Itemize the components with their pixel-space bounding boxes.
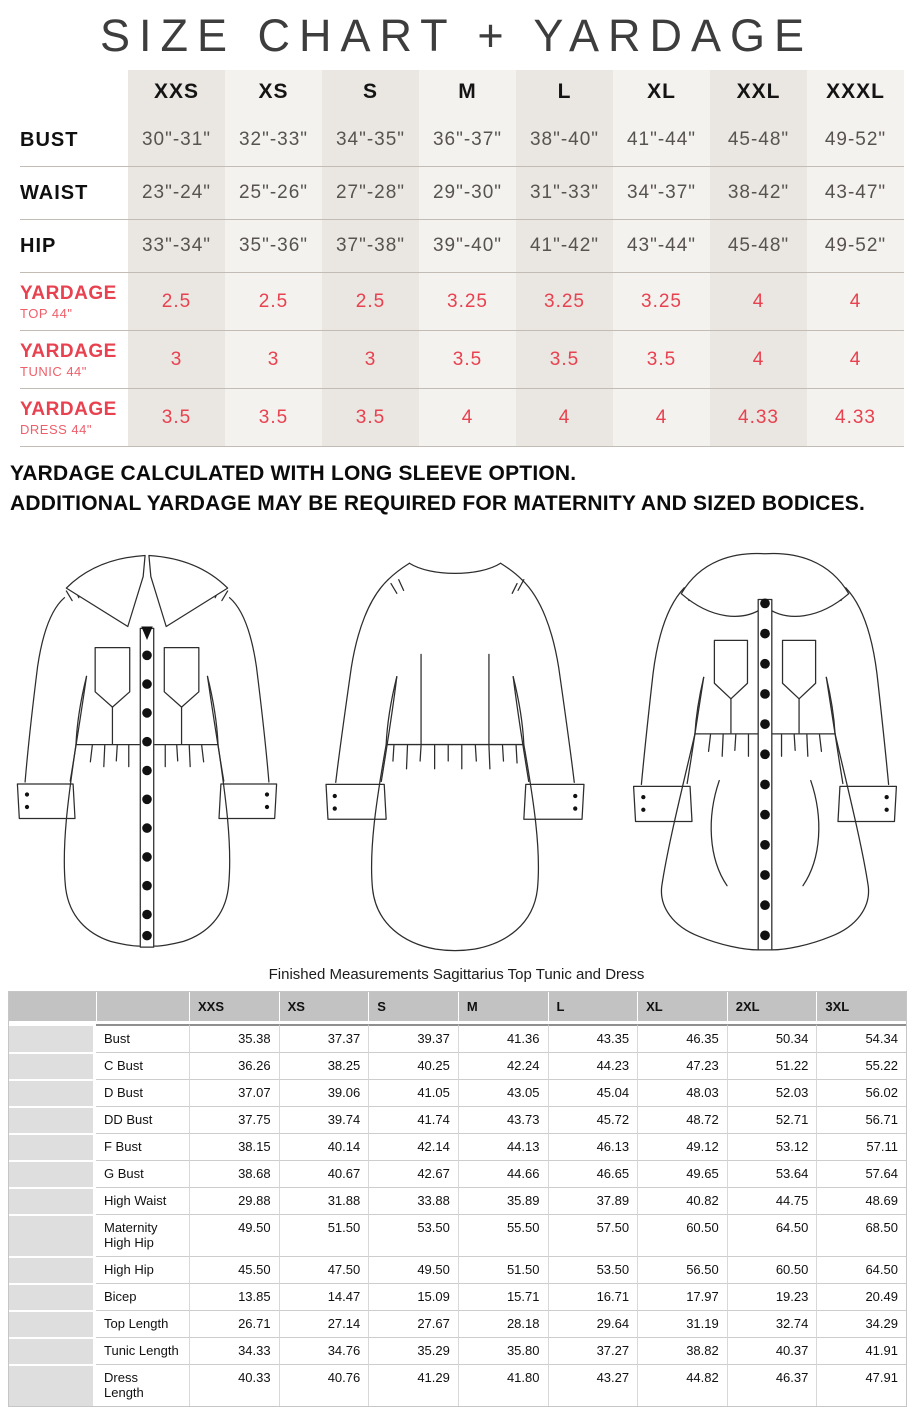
measure-side-cell: [9, 1337, 96, 1364]
measure-row-label: DD Bust: [96, 1106, 189, 1133]
measure-value: 36.26: [189, 1052, 279, 1079]
figure-caption: Finished Measurements Sagittarius Top Tunic and Dress: [268, 965, 645, 983]
size-value: 43-47": [807, 167, 904, 220]
measure-value: 38.82: [637, 1337, 727, 1364]
row-label-text: BUST: [20, 128, 79, 151]
measure-value: 35.89: [458, 1187, 548, 1214]
size-column-header-xxs: XXS: [128, 70, 225, 114]
size-value: 3.5: [516, 331, 613, 389]
row-label-text: HIP: [20, 234, 57, 257]
measure-value: 16.71: [548, 1283, 638, 1310]
size-value: 3: [225, 331, 322, 389]
measure-value: 42.67: [368, 1160, 458, 1187]
measure-value: 64.50: [727, 1214, 817, 1256]
measure-value: 19.23: [727, 1283, 817, 1310]
size-column-header-xs: XS: [225, 70, 322, 114]
size-yardage-table: [20, 70, 904, 447]
measure-value: 49.12: [637, 1133, 727, 1160]
yardage-note-line-1: YARDAGE CALCULATED WITH LONG SLEEVE OPTION.: [10, 462, 577, 485]
size-column-header-xxxl: XXXL: [807, 70, 904, 114]
measure-value: 46.37: [727, 1364, 817, 1406]
measure-value: 42.24: [458, 1052, 548, 1079]
measure-value: 27.14: [279, 1310, 369, 1337]
measure-value: 33.88: [368, 1187, 458, 1214]
measurements-corner: [9, 992, 96, 1024]
size-value: 4: [710, 331, 807, 389]
size-value: 3.5: [225, 389, 322, 447]
measure-side-cell: [9, 1256, 96, 1283]
yardage-notes: [10, 459, 913, 520]
measure-value: 27.67: [368, 1310, 458, 1337]
size-value: 37"-38": [322, 220, 419, 273]
measure-value: 68.50: [816, 1214, 906, 1256]
measure-value: 41.36: [458, 1024, 548, 1052]
measure-value: 34.29: [816, 1310, 906, 1337]
size-value: 3.5: [419, 331, 516, 389]
measure-row-label: G Bust: [96, 1160, 189, 1187]
measure-value: 35.29: [368, 1337, 458, 1364]
measure-value: 45.72: [548, 1106, 638, 1133]
size-value: 4: [419, 389, 516, 447]
measure-value: 49.65: [637, 1160, 727, 1187]
measure-value: 54.34: [816, 1024, 906, 1052]
measure-value: 39.06: [279, 1079, 369, 1106]
size-value: 25"-26": [225, 167, 322, 220]
row-label-text: YARDAGE: [20, 282, 117, 304]
size-value: 4: [807, 273, 904, 331]
measure-value: 40.25: [368, 1052, 458, 1079]
measure-value: 44.23: [548, 1052, 638, 1079]
measure-value: 14.47: [279, 1283, 369, 1310]
measure-value: 53.50: [368, 1214, 458, 1256]
size-value: 34"-37": [613, 167, 710, 220]
measure-value: 31.19: [637, 1310, 727, 1337]
size-value: 2.5: [128, 273, 225, 331]
size-value: 3.25: [516, 273, 613, 331]
row-label-text: YARDAGE: [20, 398, 117, 420]
measure-value: 15.71: [458, 1283, 548, 1310]
measure-column-header-xxs: XXS: [189, 992, 279, 1024]
measure-value: 43.35: [548, 1024, 638, 1052]
measure-value: 37.27: [548, 1337, 638, 1364]
measure-value: 17.97: [637, 1283, 727, 1310]
size-value: 43"-44": [613, 220, 710, 273]
measure-side-cell: [9, 1024, 96, 1052]
row-label-text: WAIST: [20, 181, 89, 204]
measure-row-label: Dress Length: [96, 1364, 189, 1406]
measure-column-header-xs: XS: [279, 992, 369, 1024]
measure-column-header-s: S: [368, 992, 458, 1024]
measure-value: 13.85: [189, 1283, 279, 1310]
size-value: 4: [516, 389, 613, 447]
size-column-header-l: L: [516, 70, 613, 114]
measure-value: 35.38: [189, 1024, 279, 1052]
measure-row-label: Bust: [96, 1024, 189, 1052]
size-value: 27"-28": [322, 167, 419, 220]
measure-value: 56.02: [816, 1079, 906, 1106]
measure-value: 51.22: [727, 1052, 817, 1079]
measure-row-label: Tunic Length: [96, 1337, 189, 1364]
measurements-label-header: [96, 992, 189, 1024]
measure-column-header-xl: XL: [637, 992, 727, 1024]
measure-value: 47.23: [637, 1052, 727, 1079]
measure-value: 34.76: [279, 1337, 369, 1364]
measure-value: 56.50: [637, 1256, 727, 1283]
measure-side-cell: [9, 1187, 96, 1214]
measure-value: 53.12: [727, 1133, 817, 1160]
tunic-front-drawing: [3, 534, 291, 959]
size-value: 49-52": [807, 220, 904, 273]
size-value: 3.5: [128, 389, 225, 447]
measure-value: 37.89: [548, 1187, 638, 1214]
measure-column-header-2xl: 2XL: [727, 992, 817, 1024]
size-value: 4: [710, 273, 807, 331]
measure-value: 43.05: [458, 1079, 548, 1106]
size-column-header-m: M: [419, 70, 516, 114]
size-value: 38-42": [710, 167, 807, 220]
row-sublabel-text: DRESS 44": [20, 421, 92, 437]
size-row-label: [20, 114, 128, 167]
measure-value: 26.71: [189, 1310, 279, 1337]
size-value: 38"-40": [516, 114, 613, 167]
measure-value: 44.66: [458, 1160, 548, 1187]
measure-row-label: Bicep: [96, 1283, 189, 1310]
measure-value: 46.35: [637, 1024, 727, 1052]
dress-front-drawing: [619, 534, 911, 959]
size-value: 32"-33": [225, 114, 322, 167]
measure-value: 48.69: [816, 1187, 906, 1214]
size-value: 30"-31": [128, 114, 225, 167]
measure-side-cell: [9, 1364, 96, 1406]
measure-side-cell: [9, 1133, 96, 1160]
measure-value: 48.72: [637, 1106, 727, 1133]
measure-side-cell: [9, 1160, 96, 1187]
measure-value: 44.13: [458, 1133, 548, 1160]
measure-value: 40.33: [189, 1364, 279, 1406]
measure-value: 49.50: [368, 1256, 458, 1283]
measure-value: 49.50: [189, 1214, 279, 1256]
size-row-label: [20, 273, 128, 331]
measure-value: 46.65: [548, 1160, 638, 1187]
measure-value: 15.09: [368, 1283, 458, 1310]
yardage-note-line-2: ADDITIONAL YARDAGE MAY BE REQUIRED FOR MATERNITY AND SIZED BODICES.: [10, 492, 866, 516]
size-value: 3.25: [613, 273, 710, 331]
size-value: 3.25: [419, 273, 516, 331]
measure-value: 39.74: [279, 1106, 369, 1133]
measure-value: 38.25: [279, 1052, 369, 1079]
measure-value: 60.50: [637, 1214, 727, 1256]
size-value: 34"-35": [322, 114, 419, 167]
measure-value: 32.74: [727, 1310, 817, 1337]
measure-value: 51.50: [279, 1214, 369, 1256]
measure-value: 57.50: [548, 1214, 638, 1256]
size-value: 29"-30": [419, 167, 516, 220]
measure-column-header-3xl: 3XL: [816, 992, 906, 1024]
size-column-header-xxl: XXL: [710, 70, 807, 114]
measure-value: 34.33: [189, 1337, 279, 1364]
tunic-back-drawing: [295, 534, 615, 959]
garment-drawings: [0, 534, 913, 964]
size-row-label: [20, 331, 128, 389]
row-sublabel-text: TOP 44": [20, 305, 73, 321]
measure-value: 47.50: [279, 1256, 369, 1283]
size-value: 49-52": [807, 114, 904, 167]
size-value: 33"-34": [128, 220, 225, 273]
measure-value: 45.50: [189, 1256, 279, 1283]
size-chart-corner: [20, 70, 128, 114]
measure-value: 41.74: [368, 1106, 458, 1133]
size-column-header-s: S: [322, 70, 419, 114]
measure-value: 42.14: [368, 1133, 458, 1160]
measure-value: 20.49: [816, 1283, 906, 1310]
size-value: 36"-37": [419, 114, 516, 167]
page-title: SIZE CHART + YARDAGE: [99, 10, 814, 61]
measure-value: 39.37: [368, 1024, 458, 1052]
size-chart-page: [0, 10, 913, 1407]
size-value: 3.5: [613, 331, 710, 389]
size-value: 3: [322, 331, 419, 389]
measure-row-label: Maternity High Hip: [96, 1214, 189, 1256]
measure-value: 64.50: [816, 1256, 906, 1283]
size-value: 45-48": [710, 114, 807, 167]
size-value: 3.5: [322, 389, 419, 447]
size-row-label: [20, 220, 128, 273]
row-sublabel-text: TUNIC 44": [20, 363, 87, 379]
measure-value: 37.37: [279, 1024, 369, 1052]
measure-value: 44.75: [727, 1187, 817, 1214]
measure-row-label: High Waist: [96, 1187, 189, 1214]
size-value: 2.5: [322, 273, 419, 331]
size-value: 2.5: [225, 273, 322, 331]
measure-value: 28.18: [458, 1310, 548, 1337]
measure-row-label: C Bust: [96, 1052, 189, 1079]
measure-value: 41.05: [368, 1079, 458, 1106]
measure-value: 31.88: [279, 1187, 369, 1214]
measure-value: 55.22: [816, 1052, 906, 1079]
size-value: 31"-33": [516, 167, 613, 220]
measure-value: 47.91: [816, 1364, 906, 1406]
measure-column-header-m: M: [458, 992, 548, 1024]
measure-value: 38.68: [189, 1160, 279, 1187]
row-label-text: YARDAGE: [20, 340, 117, 362]
measure-value: 41.29: [368, 1364, 458, 1406]
measure-value: 45.04: [548, 1079, 638, 1106]
size-value: 35"-36": [225, 220, 322, 273]
measure-value: 43.73: [458, 1106, 548, 1133]
measure-value: 37.75: [189, 1106, 279, 1133]
finished-measurements-table: [8, 991, 907, 1407]
size-value: 4: [807, 331, 904, 389]
measure-value: 40.14: [279, 1133, 369, 1160]
measure-value: 35.80: [458, 1337, 548, 1364]
measure-row-label: Top Length: [96, 1310, 189, 1337]
measure-value: 52.71: [727, 1106, 817, 1133]
size-value: 41"-44": [613, 114, 710, 167]
measure-value: 40.76: [279, 1364, 369, 1406]
size-row-label: [20, 389, 128, 447]
measure-value: 52.03: [727, 1079, 817, 1106]
measure-side-cell: [9, 1106, 96, 1133]
measure-value: 40.67: [279, 1160, 369, 1187]
measure-side-cell: [9, 1310, 96, 1337]
measure-value: 41.91: [816, 1337, 906, 1364]
measure-value: 53.50: [548, 1256, 638, 1283]
measure-row-label: D Bust: [96, 1079, 189, 1106]
measure-value: 53.64: [727, 1160, 817, 1187]
size-value: 3: [128, 331, 225, 389]
measure-value: 50.34: [727, 1024, 817, 1052]
measure-side-cell: [9, 1079, 96, 1106]
measure-value: 29.88: [189, 1187, 279, 1214]
measure-side-cell: [9, 1214, 96, 1256]
measure-value: 60.50: [727, 1256, 817, 1283]
size-value: 4.33: [807, 389, 904, 447]
measure-side-cell: [9, 1283, 96, 1310]
measure-row-label: F Bust: [96, 1133, 189, 1160]
size-value: 23"-24": [128, 167, 225, 220]
measure-side-cell: [9, 1052, 96, 1079]
measure-value: 55.50: [458, 1214, 548, 1256]
measure-value: 37.07: [189, 1079, 279, 1106]
measure-column-header-l: L: [548, 992, 638, 1024]
measure-row-label: High Hip: [96, 1256, 189, 1283]
size-value: 45-48": [710, 220, 807, 273]
measure-value: 40.37: [727, 1337, 817, 1364]
measure-value: 43.27: [548, 1364, 638, 1406]
measure-value: 38.15: [189, 1133, 279, 1160]
measure-value: 51.50: [458, 1256, 548, 1283]
size-column-header-xl: XL: [613, 70, 710, 114]
measure-value: 40.82: [637, 1187, 727, 1214]
size-value: 39"-40": [419, 220, 516, 273]
measure-value: 41.80: [458, 1364, 548, 1406]
measure-value: 56.71: [816, 1106, 906, 1133]
size-value: 41"-42": [516, 220, 613, 273]
measure-value: 29.64: [548, 1310, 638, 1337]
measure-value: 44.82: [637, 1364, 727, 1406]
size-value: 4: [613, 389, 710, 447]
measure-value: 46.13: [548, 1133, 638, 1160]
measure-value: 57.64: [816, 1160, 906, 1187]
measure-value: 48.03: [637, 1079, 727, 1106]
size-row-label: [20, 167, 128, 220]
measure-value: 57.11: [816, 1133, 906, 1160]
size-value: 4.33: [710, 389, 807, 447]
